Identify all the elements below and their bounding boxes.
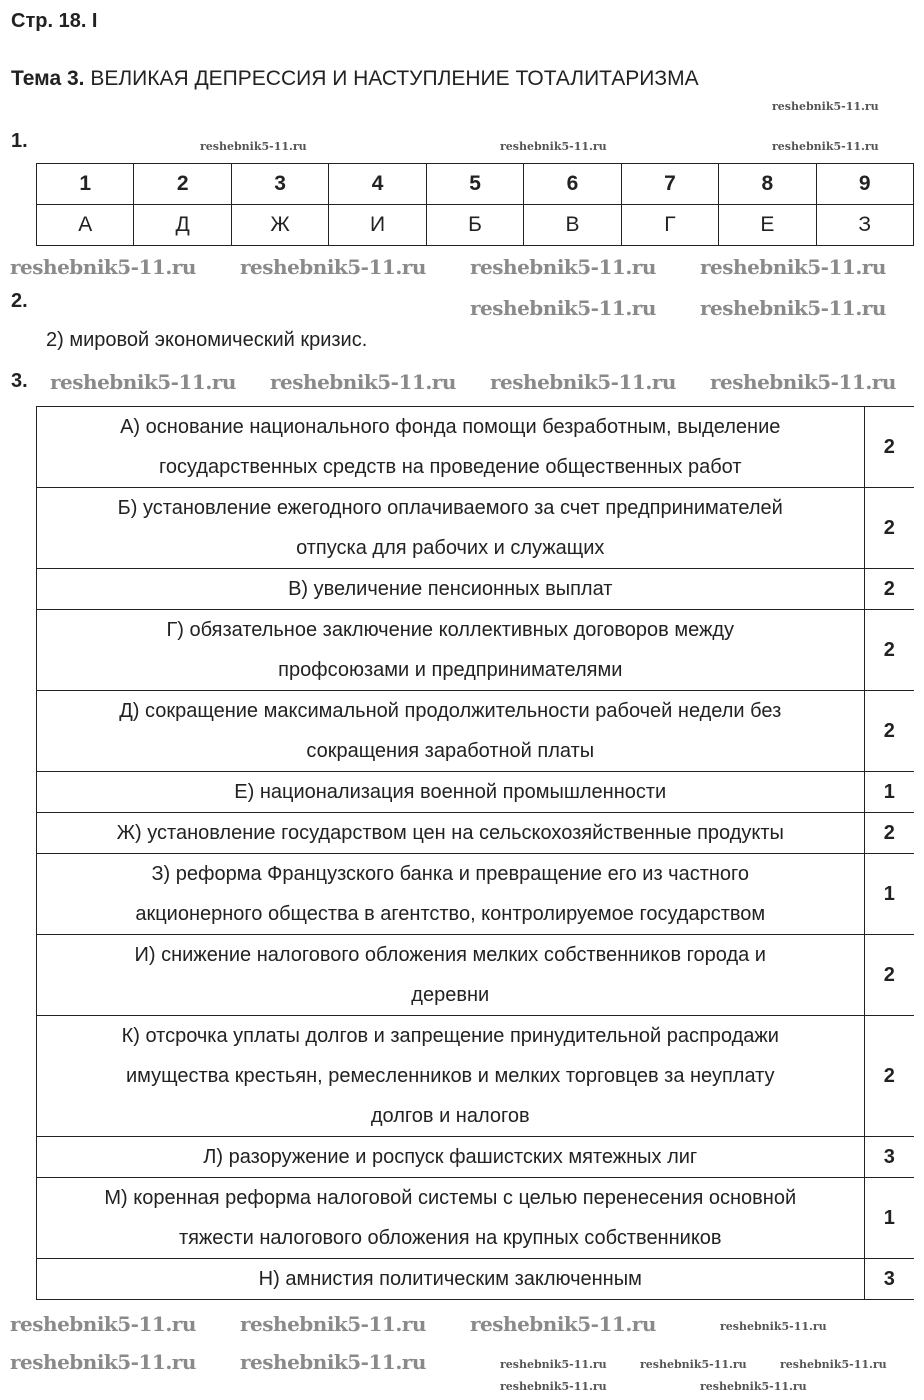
measure-cell (37, 407, 865, 488)
table-row (37, 1259, 915, 1300)
watermark: reshebnik5-11.ru (772, 100, 879, 113)
watermark: reshebnik5-11.ru (50, 370, 236, 394)
task1-header-cell: 2 (134, 164, 231, 205)
task1-number: 1. (11, 130, 28, 152)
task2-number: 2. (11, 290, 28, 312)
measure-cell (37, 1259, 865, 1300)
measure-cell (37, 1016, 865, 1137)
task1-table (36, 163, 914, 246)
score-cell: 2 (864, 488, 914, 569)
watermark: reshebnik5-11.ru (500, 1380, 607, 1393)
measure-cell (37, 1137, 865, 1178)
watermark: reshebnik5-11.ru (720, 1320, 827, 1333)
topic-heading (11, 67, 699, 91)
task1-header-cell: 5 (426, 164, 523, 205)
watermark: reshebnik5-11.ru (700, 255, 886, 279)
task1-header-cell: 4 (329, 164, 426, 205)
watermark: reshebnik5-11.ru (490, 370, 676, 394)
watermark: reshebnik5-11.ru (470, 255, 656, 279)
score-cell: 2 (864, 610, 914, 691)
task1-header-cell: 3 (231, 164, 329, 205)
topic-title: ВЕЛИКАЯ ДЕПРЕССИЯ И НАСТУПЛЕНИЕ ТОТАЛИТАРИЗМА (90, 67, 699, 90)
table-row (37, 569, 915, 610)
watermark: reshebnik5-11.ru (470, 1312, 656, 1336)
watermark: reshebnik5-11.ru (640, 1358, 747, 1371)
watermark: reshebnik5-11.ru (780, 1358, 887, 1371)
watermark: reshebnik5-11.ru (500, 140, 607, 153)
task1-header-cell: 1 (37, 164, 134, 205)
task1-header-cell: 8 (719, 164, 816, 205)
measure-text-line: И) снижение налогового обложения мелких собственников города и (134, 944, 766, 966)
measure-text-line: профсоюзами и предпринимателями (278, 659, 623, 681)
measure-text-line: имущества крестьян, ремесленников и мелких торговцев за неуплату (125, 1065, 775, 1087)
task1-header-cell: 7 (621, 164, 718, 205)
measure-cell (37, 488, 865, 569)
watermark: reshebnik5-11.ru (10, 255, 196, 279)
measure-cell (37, 935, 865, 1016)
measure-text-line: сокращения заработной платы (306, 740, 595, 762)
measure-text-line: Б) установление ежегодного оплачиваемого за счет предпринимателей (117, 497, 783, 519)
score-cell: 1 (864, 1178, 914, 1259)
measure-cell (37, 772, 865, 813)
measure-text-line: Д) сокращение максимальной продолжительности рабочей недели без (119, 700, 782, 722)
measure-text-line: А) основание национального фонда помощи безработным, выделение (120, 416, 781, 438)
measure-cell (37, 691, 865, 772)
watermark: reshebnik5-11.ru (10, 1312, 196, 1336)
watermark: reshebnik5-11.ru (772, 140, 879, 153)
task1-answer-cell: Г (621, 205, 718, 246)
watermark: reshebnik5-11.ru (240, 255, 426, 279)
task1-answer-row (37, 205, 914, 246)
task1-answer-cell: З (816, 205, 913, 246)
measure-text-line: деревни (411, 984, 490, 1006)
score-cell: 2 (864, 813, 914, 854)
measure-text-line: государственных средств на проведение общественных работ (158, 456, 742, 478)
measure-cell (37, 813, 865, 854)
table-row (37, 1137, 915, 1178)
watermark: reshebnik5-11.ru (500, 1358, 607, 1371)
score-cell: 2 (864, 407, 914, 488)
task1-answer-cell: И (329, 205, 426, 246)
measure-text-line: В) увеличение пенсионных выплат (288, 578, 613, 600)
table-row (37, 407, 915, 488)
task2-answer: 2) мировой экономический кризис. (46, 329, 368, 351)
watermark: reshebnik5-11.ru (240, 1312, 426, 1336)
watermark: reshebnik5-11.ru (10, 1350, 196, 1374)
score-cell: 1 (864, 772, 914, 813)
task1-header-cell: 9 (816, 164, 913, 205)
measure-cell (37, 854, 865, 935)
measure-text-line: З) реформа Французского банка и превращение его из частного (151, 863, 750, 885)
table-row (37, 691, 915, 772)
measure-cell (37, 1178, 865, 1259)
table-row (37, 1178, 915, 1259)
score-cell: 3 (864, 1137, 914, 1178)
task1-answer-cell: А (37, 205, 134, 246)
task1-answer-cell: Е (719, 205, 816, 246)
table-row (37, 772, 915, 813)
task3-table (36, 406, 914, 1300)
task1-answer-cell: Д (134, 205, 231, 246)
task1-header-row (37, 164, 914, 205)
watermark: reshebnik5-11.ru (470, 296, 656, 320)
measure-text-line: долгов и налогов (370, 1105, 530, 1127)
table-row (37, 488, 915, 569)
measure-text-line: Н) амнистия политическим заключенным (258, 1268, 642, 1290)
watermark: reshebnik5-11.ru (240, 1350, 426, 1374)
table-row (37, 610, 915, 691)
watermark: reshebnik5-11.ru (710, 370, 896, 394)
measure-text-line: акционерного общества в агентство, контролируемое государством (135, 903, 766, 925)
measure-text-line: Е) национализация военной промышленности (234, 781, 667, 803)
score-cell: 3 (864, 1259, 914, 1300)
measure-text-line: М) коренная реформа налоговой системы с целью перенесения основной (104, 1187, 797, 1209)
score-cell: 2 (864, 935, 914, 1016)
measure-text-line: Л) разоружение и роспуск фашистских мятежных лиг (203, 1146, 698, 1168)
measure-cell (37, 569, 865, 610)
task1-answer-cell: Ж (231, 205, 329, 246)
measure-cell (37, 610, 865, 691)
table-row (37, 813, 915, 854)
measure-text-line: отпуска для рабочих и служащих (296, 537, 605, 559)
page-label: Стр. 18. I (11, 10, 98, 32)
score-cell: 2 (864, 691, 914, 772)
measure-text-line: Ж) установление государством цен на сельскохозяйственные продукты (116, 822, 784, 844)
measure-text-line: К) отсрочка уплаты долгов и запрещение принудительной распродажи (121, 1025, 779, 1047)
task1-answer-cell: В (524, 205, 621, 246)
table-row (37, 935, 915, 1016)
task1-answer-cell: Б (426, 205, 523, 246)
watermark: reshebnik5-11.ru (200, 140, 307, 153)
table-row (37, 854, 915, 935)
task1-header-cell: 6 (524, 164, 621, 205)
measure-text-line: тяжести налогового обложения на крупных собственников (178, 1227, 722, 1249)
watermark: reshebnik5-11.ru (270, 370, 456, 394)
watermark: reshebnik5-11.ru (700, 296, 886, 320)
topic-prefix: Тема 3. (11, 67, 85, 90)
measure-text-line: Г) обязательное заключение коллективных договоров между (166, 619, 735, 641)
watermark: reshebnik5-11.ru (700, 1380, 807, 1393)
task3-number: 3. (11, 370, 28, 392)
score-cell: 1 (864, 854, 914, 935)
score-cell: 2 (864, 1016, 914, 1137)
score-cell: 2 (864, 569, 914, 610)
table-row (37, 1016, 915, 1137)
